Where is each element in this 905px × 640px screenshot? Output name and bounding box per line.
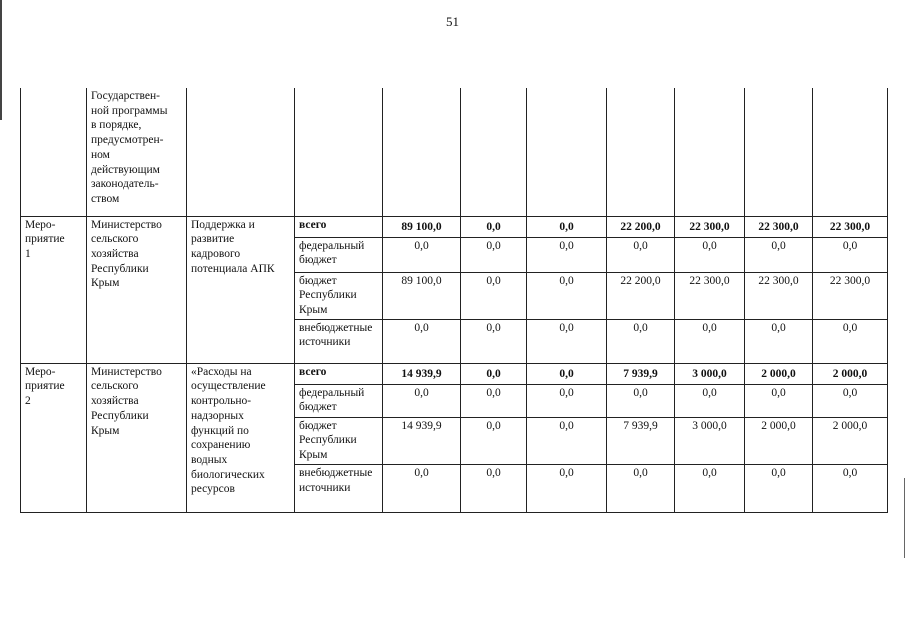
empty-cell	[607, 88, 675, 216]
amount-cell: 0,0	[607, 384, 675, 417]
amount-cell: 22 300,0	[745, 216, 813, 237]
amount-cell: 0,0	[383, 464, 461, 512]
amount-cell: 0,0	[813, 464, 888, 512]
amount-cell: 89 100,0	[383, 272, 461, 319]
continuation-empty-cell	[21, 88, 87, 216]
amount-cell: 14 939,9	[383, 363, 461, 384]
measure-executor: Министерство сельского хозяйства Республики Крым	[87, 216, 187, 363]
amount-cell: 2 000,0	[745, 363, 813, 384]
amount-cell: 0,0	[461, 216, 527, 237]
funding-source: всего	[295, 216, 383, 237]
amount-cell: 22 200,0	[607, 272, 675, 319]
amount-cell: 0,0	[461, 272, 527, 319]
amount-cell: 0,0	[745, 384, 813, 417]
continuation-row	[21, 88, 888, 216]
amount-cell: 0,0	[675, 237, 745, 272]
amount-cell: 0,0	[607, 237, 675, 272]
amount-cell: 0,0	[745, 464, 813, 512]
amount-cell: 7 939,9	[607, 363, 675, 384]
amount-cell: 3 000,0	[675, 363, 745, 384]
amount-cell: 0,0	[675, 384, 745, 417]
empty-cell	[383, 88, 461, 216]
amount-cell: 89 100,0	[383, 216, 461, 237]
budget-table	[20, 88, 888, 513]
amount-cell: 0,0	[461, 384, 527, 417]
amount-cell: 0,0	[461, 319, 527, 363]
amount-cell: 0,0	[527, 363, 607, 384]
funding-source: федеральный бюджет	[295, 384, 383, 417]
amount-cell: 0,0	[461, 237, 527, 272]
amount-cell: 2 000,0	[813, 417, 888, 464]
funding-source: всего	[295, 363, 383, 384]
empty-cell	[813, 88, 888, 216]
empty-cell	[295, 88, 383, 216]
amount-cell: 0,0	[745, 237, 813, 272]
amount-cell: 0,0	[527, 417, 607, 464]
measures-body	[21, 216, 888, 512]
amount-cell: 22 300,0	[675, 272, 745, 319]
amount-cell: 7 939,9	[607, 417, 675, 464]
measure-executor: Министерство сельского хозяйства Республики Крым	[87, 363, 187, 512]
measure-name: Меро- приятие 1	[21, 216, 87, 363]
measure-description: «Расходы на осуществление контрольно- надзорных функций по сохранению водных биологических ресурсов	[187, 363, 295, 512]
continuation-text: Государствен- ной программы в порядке, предусмотрен- ном действующим законодатель- ством	[87, 88, 187, 216]
empty-cell	[745, 88, 813, 216]
funding-source: бюджет Республики Крым	[295, 417, 383, 464]
amount-cell: 0,0	[527, 216, 607, 237]
measure-name: Меро- приятие 2	[21, 363, 87, 512]
funding-source: бюджет Республики Крым	[295, 272, 383, 319]
funding-source: федеральный бюджет	[295, 237, 383, 272]
amount-cell: 0,0	[527, 384, 607, 417]
amount-cell: 0,0	[607, 464, 675, 512]
amount-cell: 3 000,0	[675, 417, 745, 464]
amount-cell: 0,0	[527, 319, 607, 363]
amount-cell: 0,0	[461, 464, 527, 512]
amount-cell: 0,0	[527, 272, 607, 319]
amount-cell: 14 939,9	[383, 417, 461, 464]
amount-cell: 0,0	[675, 319, 745, 363]
amount-cell: 0,0	[527, 464, 607, 512]
amount-cell: 22 300,0	[813, 272, 888, 319]
measure-total-row	[21, 363, 888, 384]
amount-cell: 0,0	[461, 363, 527, 384]
amount-cell: 0,0	[675, 464, 745, 512]
amount-cell: 0,0	[383, 237, 461, 272]
amount-cell: 0,0	[527, 237, 607, 272]
amount-cell: 0,0	[383, 384, 461, 417]
empty-cell	[187, 88, 295, 216]
amount-cell: 0,0	[813, 384, 888, 417]
amount-cell: 2 000,0	[745, 417, 813, 464]
page-number: 51	[446, 14, 459, 29]
funding-source: внебюджетные источники	[295, 319, 383, 363]
amount-cell: 0,0	[383, 319, 461, 363]
empty-cell	[675, 88, 745, 216]
amount-cell: 0,0	[745, 319, 813, 363]
amount-cell: 0,0	[813, 319, 888, 363]
amount-cell: 0,0	[607, 319, 675, 363]
amount-cell: 22 300,0	[675, 216, 745, 237]
measure-description: Поддержка и развитие кадрового потенциала АПК	[187, 216, 295, 363]
amount-cell: 0,0	[813, 237, 888, 272]
amount-cell: 22 300,0	[745, 272, 813, 319]
amount-cell: 2 000,0	[813, 363, 888, 384]
amount-cell: 22 200,0	[607, 216, 675, 237]
amount-cell: 0,0	[461, 417, 527, 464]
empty-cell	[461, 88, 527, 216]
amount-cell: 22 300,0	[813, 216, 888, 237]
measure-total-row	[21, 216, 888, 237]
empty-cell	[527, 88, 607, 216]
funding-source: внебюджетные источники	[295, 464, 383, 512]
